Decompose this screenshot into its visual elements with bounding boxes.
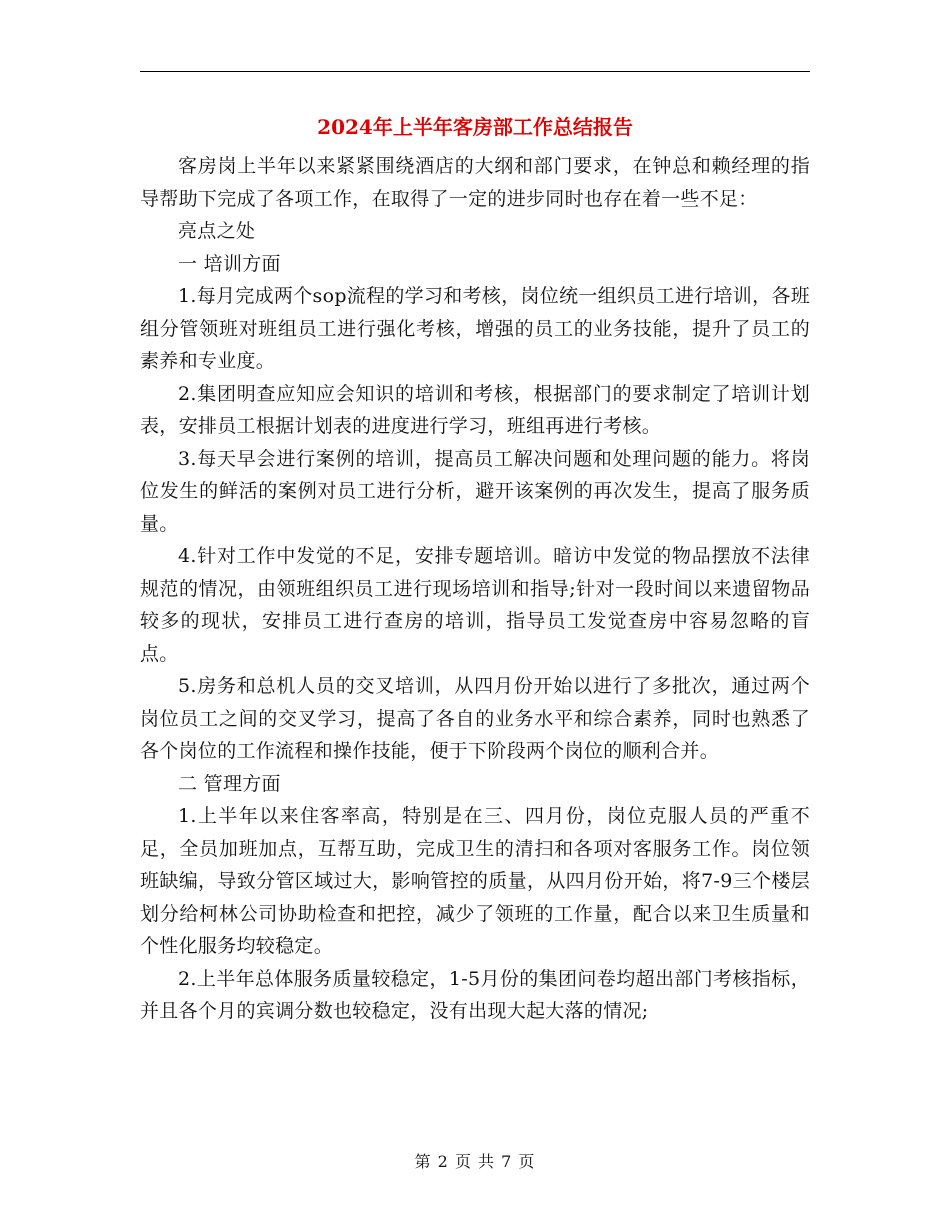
paragraph-training-4: 4.针对工作中发觉的不足，安排专题培训。暗访中发觉的物品摆放不法律规范的情况，由领班组织员工进行现场培训和指导;针对一段时间以来遗留物品较多的现状，安排员工进行查房的培训，指导员工发觉查房中容易忽略的盲点。 — [140, 545, 810, 665]
paragraph-training-3: 3.每天早会进行案例的培训，提高员工解决问题和处理问题的能力。将岗位发生的鲜活的案例对员工进行分析，避开该案例的再次发生，提高了服务质量。 — [140, 447, 810, 535]
document-title: 2024年上半年客房部工作总结报告 — [317, 115, 633, 139]
paragraph-intro: 客房岗上半年以来紧紧围绕酒店的大纲和部门要求，在钟总和赖经理的指导帮助下完成了各项工作，在取得了一定的进步同时也存在着一些不足： — [140, 155, 810, 210]
paragraph-training-5: 5.房务和总机人员的交叉培训，从四月份开始以进行了多批次，通过两个岗位员工之间的交叉学习，提高了各自的业务水平和综合素养，同时也熟悉了各个岗位的工作流程和操作技能，便于下阶段两个岗位的顺利合并。 — [140, 675, 810, 762]
page-footer: 第 2 页 共 7 页 — [414, 1152, 536, 1171]
header-rule — [140, 71, 810, 72]
paragraph-training-1: 1.每月完成两个sop流程的学习和考核，岗位统一组织员工进行培训，各班组分管领班对班组员工进行强化考核，增强的员工的业务技能，提升了员工的素养和专业度。 — [140, 285, 810, 372]
paragraph-management-1: 1.上半年以来住客率高，特别是在三、四月份，岗位克服人员的严重不足，全员加班加点，互帮互助，完成卫生的清扫和各项对客服务工作。岗位领班缺编，导致分管区域过大，影响管控的质量，从四月份开始，将7-9三个楼层划分给柯林公司协助检查和把控，减少了领班的工作量，配合以来卫生质量和个性化服务均较稳定。 — [140, 805, 810, 957]
document-body — [140, 150, 810, 1028]
subsection-heading-management: 二 管理方面 — [178, 772, 281, 795]
paragraph-management-2: 2.上半年总体服务质量较稳定，1-5月份的集团问卷均超出部门考核指标，并且各个月的宾调分数也较稳定，没有出现大起大落的情况; — [140, 967, 810, 1022]
subsection-heading-training: 一 培训方面 — [178, 252, 281, 275]
paragraph-training-2: 2.集团明查应知应会知识的培训和考核，根据部门的要求制定了培训计划表，安排员工根据计划表的进度进行学习，班组再进行考核。 — [140, 382, 810, 437]
section-heading-highlights: 亮点之处 — [178, 220, 256, 242]
